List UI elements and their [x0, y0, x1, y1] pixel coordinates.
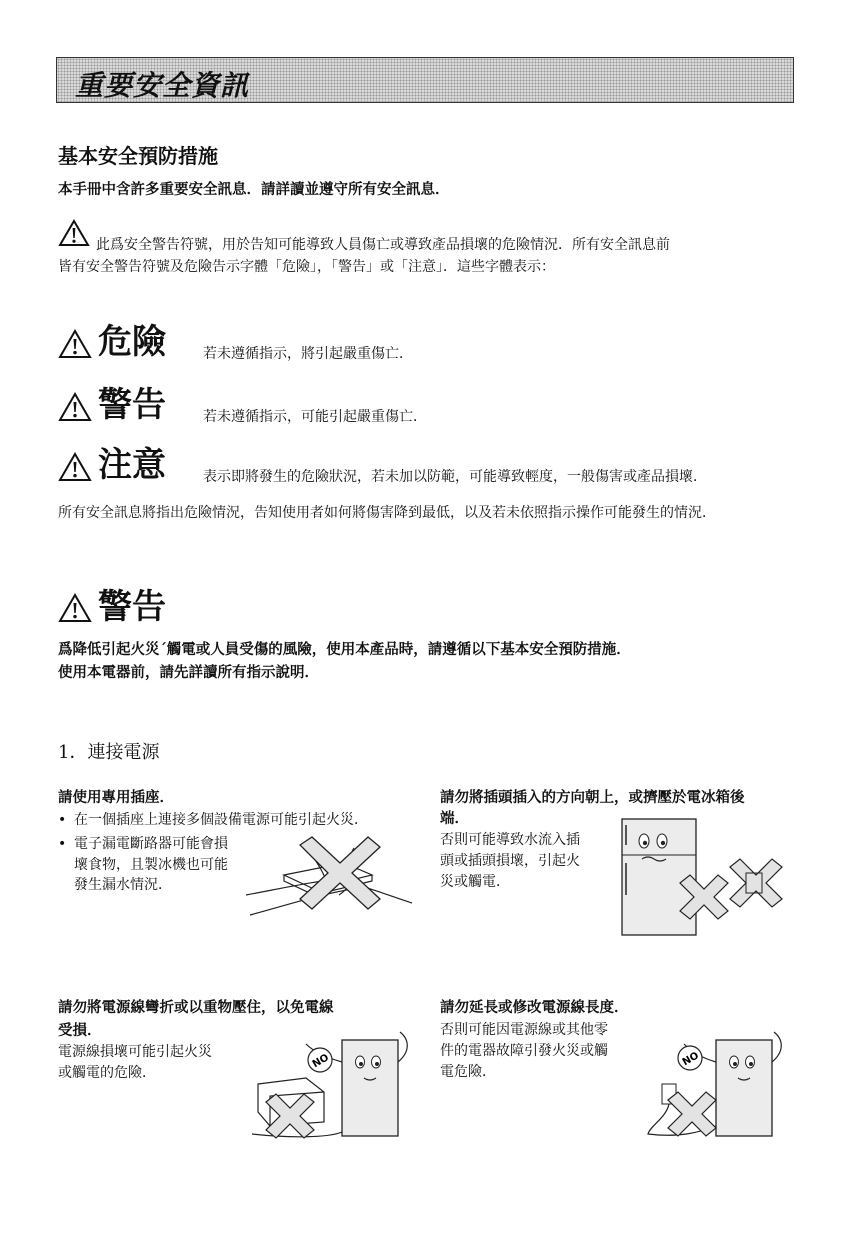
header-band [56, 57, 794, 103]
item-extension-heading: 請勿延長或修改電源線長度． [440, 1000, 629, 1016]
item-cord-bend-line-2: 或觸電的危險． [58, 1065, 156, 1081]
bullet-multiple-devices: • 在一個插座上連接多個設備電源可能引起火災． [58, 810, 438, 830]
item-plug-direction-heading-1: 請勿將插頭插入的方向朝上，或擠壓於電冰箱後 [440, 790, 745, 806]
warning-block-word: 警告 [98, 587, 166, 627]
item-cord-bend-heading-1: 請勿將電源線彎折或以重物壓住，以免電線 [58, 1000, 334, 1016]
signal-word-danger: 危險 [98, 322, 166, 362]
safety-alert-icon [58, 219, 90, 247]
bullet-breaker-line-3: 發生漏水情況． [74, 877, 172, 893]
item-cord-bend-line-1: 電源線損壞可能引起火災 [58, 1044, 212, 1060]
symbol-description-line-2: 皆有安全警告符號及危險告示字體「危險」，「警告」或「注意」．這些字體表示： [58, 259, 555, 275]
basic-safety-intro: 本手冊中含許多重要安全訊息．請詳讀並遵守所有安全訊息． [58, 182, 450, 198]
item-extension-line-2: 件的電器故障引發火災或觸 [440, 1043, 608, 1059]
cord-extension-illustration [640, 1022, 790, 1142]
item-plug-direction-heading-2: 端． [440, 811, 469, 827]
warning-alert-icon [58, 392, 92, 422]
safety-summary: 所有安全訊息將指出危險情況，告知使用者如何將傷害降到最低，以及若未依照指示操作可能發生的情況． [58, 505, 716, 521]
signal-word-warning: 警告 [98, 385, 166, 425]
signal-word-caution: 注意 [98, 445, 166, 485]
no-badge-text: NO [310, 1052, 331, 1071]
symbol-description-line-1: 此爲安全警告符號，用於告知可能導致人員傷亡或導致產品損壞的危險情況．所有安全訊息前 [96, 237, 670, 253]
danger-alert-icon [58, 329, 92, 359]
item-cord-bend-heading-2: 受損． [58, 1023, 102, 1039]
signal-desc-warning: 若未遵循指示，可能引起嚴重傷亡． [203, 409, 427, 425]
bullet-breaker: • 電子漏電斷路器可能會損 [58, 834, 438, 854]
no-badge-text: NO [680, 1050, 701, 1069]
bullet-breaker-line-2: 壞食物，且製冰機也可能 [74, 857, 228, 873]
item-plug-direction-line-1: 否則可能導致水流入插 [440, 832, 580, 848]
basic-safety-title: 基本安全預防措施 [58, 144, 218, 168]
caution-alert-icon [58, 452, 92, 482]
page-title: 重要安全資訊 [75, 69, 250, 102]
warning-block-line-1: 爲降低引起火災´觸電或人員受傷的風險，使用本產品時，請遵循以下基本安全預防措施． [58, 642, 631, 658]
section-1-title: 1．連接電源 [58, 742, 160, 763]
fridge-plug-illustration [618, 815, 788, 940]
signal-desc-danger: 若未遵循指示，將引起嚴重傷亡． [203, 346, 413, 362]
item-extension-line-1: 否則可能因電源線或其他零 [440, 1022, 608, 1038]
cord-crush-illustration [248, 1022, 418, 1142]
warning-block-line-2: 使用本電器前，請先詳讀所有指示說明． [58, 665, 319, 681]
signal-desc-caution: 表示即將發生的危險狀況，若未加以防範，可能導致輕度，一般傷害或產品損壞． [203, 469, 707, 485]
item-extension-line-3: 電危險． [440, 1064, 496, 1080]
multi-plug-illustration [244, 833, 414, 918]
warning-block-alert-icon [58, 593, 92, 623]
item-plug-direction-line-3: 災或觸電． [440, 874, 510, 890]
item-dedicated-outlet-heading: 請使用專用插座． [58, 790, 174, 806]
item-plug-direction-line-2: 頭或插頭損壞，引起火 [440, 853, 580, 869]
